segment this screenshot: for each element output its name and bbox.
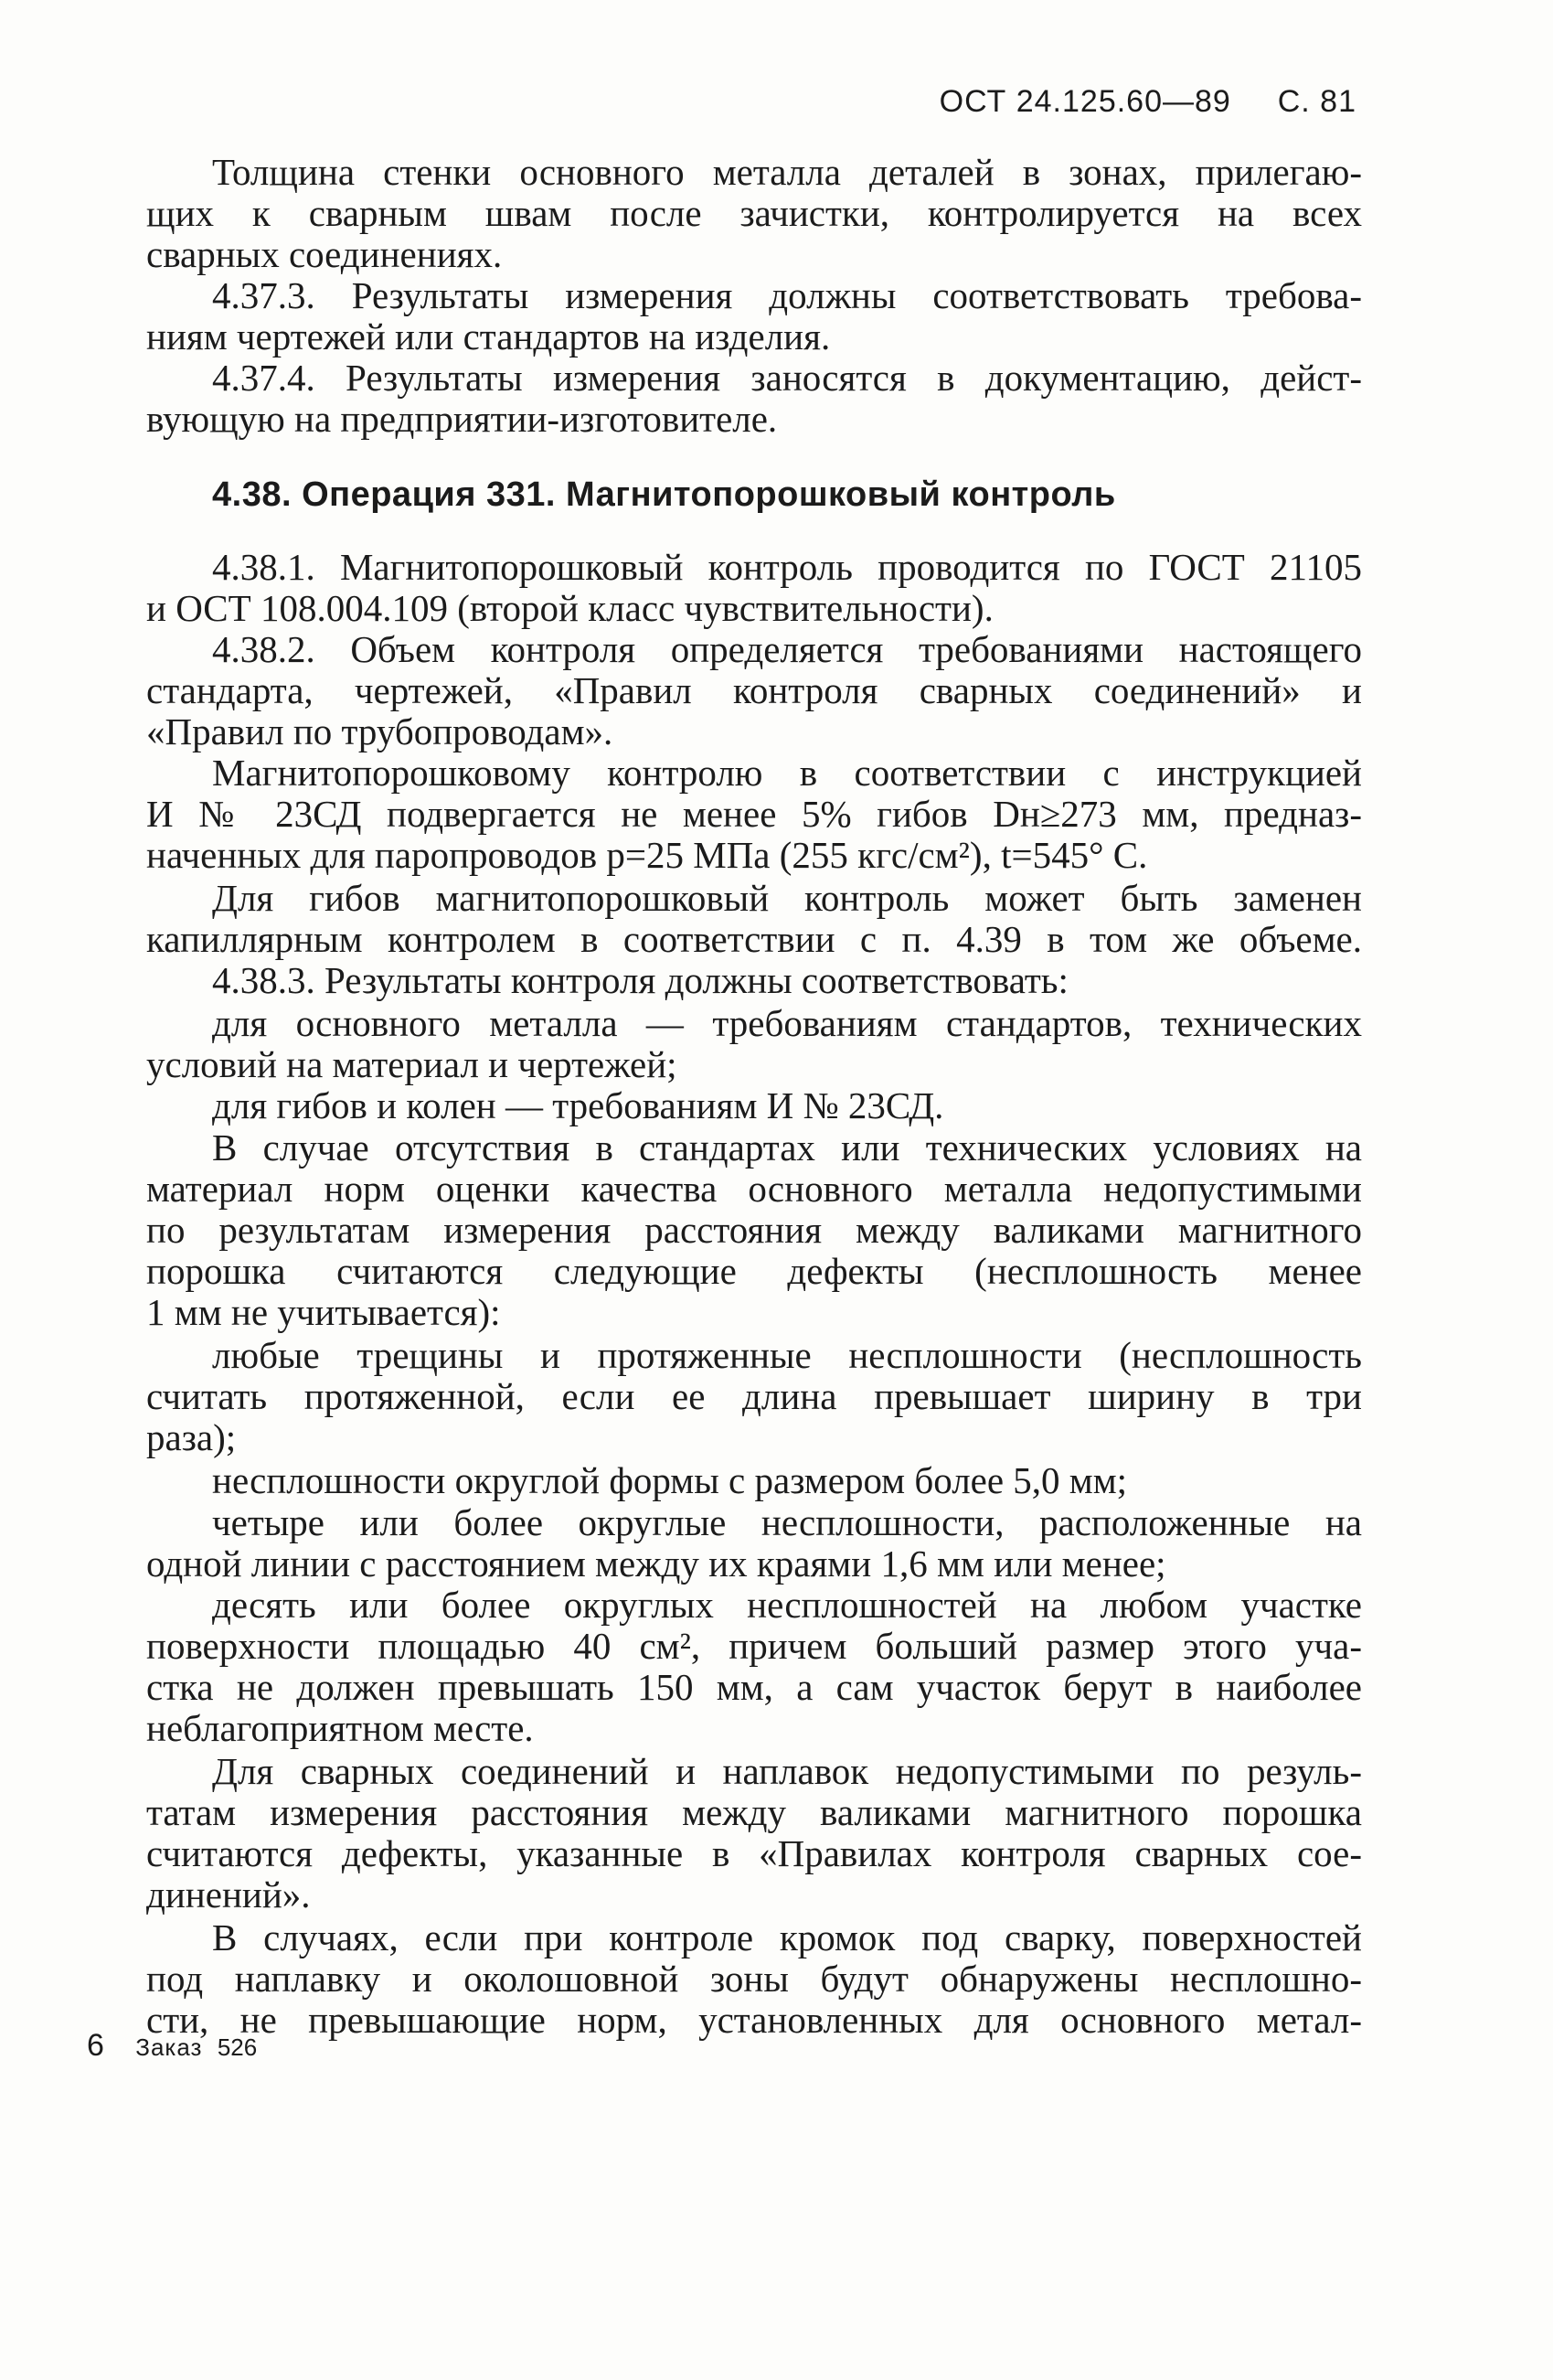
text-line: динений». [146, 1873, 311, 1916]
list-item-round-discontinuities [146, 1460, 1362, 1501]
text-line: раза); [146, 1416, 237, 1458]
order-label: Заказ [135, 2033, 203, 2061]
text-line: В случае отсутствия в стандартах или технических условиях на [212, 1126, 1362, 1169]
text-line: для основного металла — требованиям стандартов, технических [212, 1002, 1362, 1044]
text-line: 4.37.4. Результаты измерения заносятся в документацию, дейст- [212, 357, 1362, 399]
text-line: порошка считаются следующие дефекты (несплошность менее [146, 1250, 1362, 1292]
standard-number: ОСТ 24.125.60—89 [939, 84, 1231, 119]
paragraph-4-38-3 [146, 960, 1362, 1001]
text-line: вующую на предприятии-изготовителе. [146, 398, 778, 440]
text-line: сварных соединениях. [146, 233, 503, 275]
section-title-4-38: 4.38. Операция 331. Магнитопорошковый контроль [212, 475, 1116, 514]
text-line: для гибов и колен — требованиям И № 23СД. [212, 1084, 944, 1126]
paragraph-4-38-1 [146, 547, 1362, 629]
text-line: четыре или более округлые несплошности, расположенные на [212, 1501, 1362, 1543]
text-line: условий на материал и чертежей; [146, 1043, 677, 1085]
text-line: И № 23СД подвергается не менее 5% гибов Dн≥273 мм, предназ- [146, 793, 1362, 835]
text-line: по результатам измерения расстояния между валиками магнитного [146, 1209, 1362, 1251]
text-line: несплошности округлой формы с размером более 5,0 мм; [212, 1459, 1128, 1501]
text-line: «Правил по трубопроводам». [146, 710, 613, 752]
list-item-cracks [146, 1335, 1362, 1458]
paragraph-wall-thickness [146, 152, 1362, 275]
text-line: и ОСТ 108.004.109 (второй класс чувствительности). [146, 587, 994, 629]
text-line: щих к сварным швам после зачистки, контролируется на всех [146, 192, 1362, 234]
page-label: С. 81 [1277, 84, 1356, 119]
page-header [940, 84, 1356, 120]
text-line: наченных для паропроводов p=25 МПа (255 кгс/см²), t=545° С. [146, 834, 1148, 876]
text-line: Магнитопорошковому контролю в соответствии с инструкцией [212, 752, 1362, 794]
text-line: 1 мм не учитывается): [146, 1291, 501, 1333]
text-line: В случаях, если при контроле кромок под сварку, поверхностей [212, 1916, 1362, 1958]
paragraph-magnetic-scope [146, 752, 1362, 876]
text-line: стандарта, чертежей, «Правил контроля сварных соединений» и [146, 669, 1362, 711]
text-line: 4.37.3. Результаты измерения должны соответствовать требова- [212, 274, 1362, 316]
text-line: 4.38.1. Магнитопорошковый контроль проводится по ГОСТ 21105 [212, 546, 1362, 588]
page-footer [87, 2028, 257, 2064]
text-line: Толщина стенки основного металла деталей в зонах, прилегаю- [212, 151, 1362, 193]
text-line: любые трещины и протяженные несплошности (несплошность [212, 1334, 1362, 1376]
text-line: считать протяженной, если ее длина превышает ширину в три [146, 1375, 1362, 1417]
paragraph-base-metal [146, 1003, 1362, 1085]
paragraph-defects-intro [146, 1127, 1362, 1333]
text-line: ниям чертежей или стандартов на изделия. [146, 315, 831, 358]
text-line: капиллярным контролем в соответствии с п. 4.39 в том же объеме. [146, 918, 1362, 960]
paragraph-bends [146, 1085, 1362, 1126]
text-line: татам измерения расстояния между валиками магнитного порошка [146, 1791, 1362, 1833]
paragraph-4-37-3 [146, 275, 1362, 358]
text-line: Для сварных соединений и наплавок недопустимыми по резуль- [212, 1750, 1362, 1792]
text-line: 4.38.2. Объем контроля определяется требованиями настоящего [212, 628, 1362, 670]
list-item-ten-or-more [146, 1585, 1362, 1749]
text-line: стка не должен превышать 150 мм, а сам участок берут в наиболее [146, 1666, 1362, 1708]
paragraph-edges-control [146, 1917, 1362, 2041]
text-line: неблагоприятном месте. [146, 1707, 534, 1749]
text-line: считаются дефекты, указанные в «Правилах контроля сварных сое- [146, 1832, 1362, 1874]
text-line: одной линии с расстоянием между их краями 1,6 мм или менее; [146, 1542, 1166, 1585]
paragraph-4-38-2 [146, 629, 1362, 752]
order-number: 526 [217, 2033, 258, 2061]
text-line: десять или более округлых несплошностей на любом участке [212, 1584, 1362, 1626]
list-item-four-or-more [146, 1502, 1362, 1585]
text-line: материал норм оценки качества основного металла недопустимыми [146, 1168, 1362, 1210]
text-line: под наплавку и околошовной зоны будут обнаружены несплошно- [146, 1958, 1362, 2000]
paragraph-capillary-replacement [146, 878, 1362, 960]
paragraph-4-37-4 [146, 358, 1362, 440]
paragraph-welded-joints [146, 1751, 1362, 1916]
text-line: поверхности площадью 40 см², причем больший размер этого уча- [146, 1625, 1362, 1667]
signature-number: 6 [87, 2028, 104, 2063]
text-line: сти, не превышающие норм, установленных для основного метал- [146, 1999, 1362, 2041]
text-line: Для гибов магнитопорошковый контроль может быть заменен [212, 877, 1362, 919]
text-line: 4.38.3. Результаты контроля должны соответствовать: [212, 959, 1069, 1001]
